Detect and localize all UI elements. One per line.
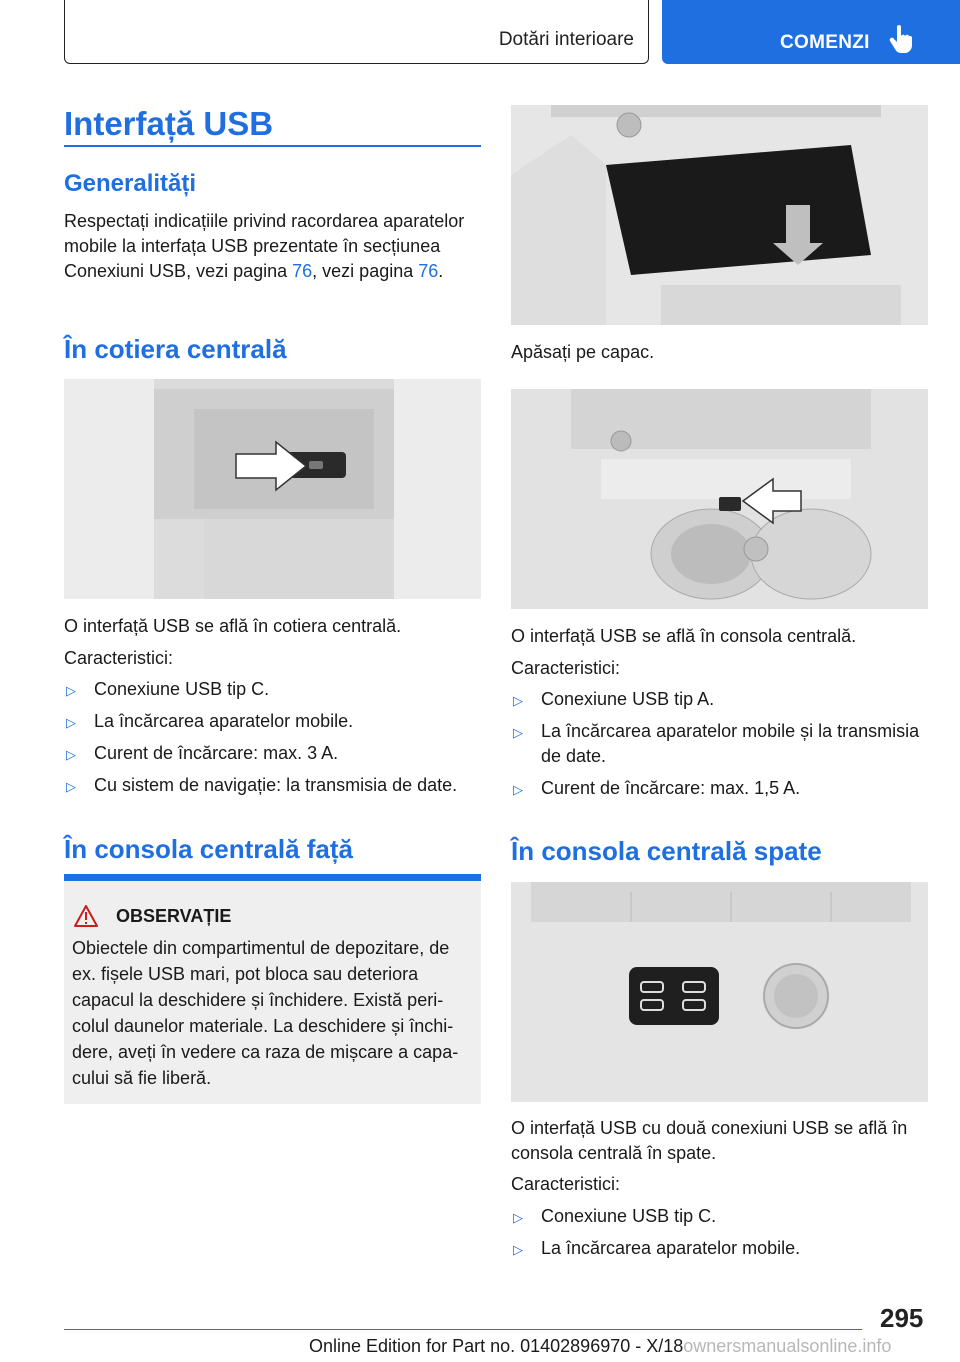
rear-console-features-label: Caracteristici:: [511, 1174, 621, 1194]
bullet-triangle-icon: ▷: [513, 693, 523, 708]
title-divider: [64, 145, 481, 147]
armrest-features-label: Caracteristici:: [64, 648, 174, 668]
front-console-features-list: [511, 687, 928, 808]
list-item: ▷ Curent de încărcare: max. 1,5 A.: [511, 776, 928, 801]
armrest-description: O interfață USB se află în cotiera centrală.: [64, 616, 402, 636]
armrest-usb-photo: [64, 379, 481, 599]
bullet-triangle-icon: ▷: [66, 715, 76, 730]
front-console-description: O interfață USB se află în consola centrală.: [511, 626, 857, 646]
armrest-heading: În cotiera centrală: [64, 334, 287, 364]
header-section-tab: [64, 0, 649, 64]
list-item: ▷ Conexiune USB tip C.: [64, 677, 481, 702]
header-chapter-label: COMENZI: [780, 32, 870, 53]
front-console-features-label: Caracteristici:: [511, 658, 621, 678]
bullet-triangle-icon: ▷: [513, 1210, 523, 1225]
header-chapter-tab: [662, 0, 960, 64]
warning-title: OBSERVAȚIE: [116, 905, 232, 926]
press-cover-text: Apăsați pe capac.: [511, 342, 655, 362]
bullet-triangle-icon: ▷: [513, 1242, 523, 1257]
page-link-76-second[interactable]: 76: [418, 261, 439, 281]
watermark: ownersmanualsonline.info: [683, 1336, 892, 1356]
list-item: ▷ La încărcarea aparatelor mobile.: [511, 1236, 928, 1261]
rear-console-description: O interfață USB cu două conexiuni USB se află în consola centrală în spate.: [511, 1118, 908, 1163]
rear-console-usb-photo: [511, 882, 928, 1102]
rear-console-features-list: [511, 1204, 928, 1268]
front-console-usb-photo: [511, 389, 928, 609]
list-item: ▷ Conexiune USB tip C.: [511, 1204, 928, 1229]
armrest-features-list: [64, 677, 481, 805]
list-item: ▷ La încărcarea aparatelor mobile.: [64, 709, 481, 734]
hand-pointer-icon: [888, 24, 914, 54]
console-cover-photo: [511, 105, 928, 325]
warning-text: Obiectele din compartimentul de depozitare, de ex. fișele USB mari, pot bloca sau deteriora capacul la deschidere și închidere. Există pericolul daunelor materiale. La deschidere și închidere, aveți în vedere ca raza de mișcare a capacului să fie liberă.: [72, 938, 459, 1088]
general-heading: Generalități: [64, 170, 197, 197]
list-item: ▷ Cu sistem de navigație: la transmisia de date.: [64, 773, 481, 798]
bullet-triangle-icon: ▷: [513, 782, 523, 797]
warning-header: [72, 905, 473, 927]
rear-console-heading: În consola centrală spate: [511, 836, 822, 866]
bullet-triangle-icon: ▷: [66, 683, 76, 698]
warning-triangle-icon: [74, 905, 98, 927]
footer-divider: [64, 1329, 862, 1330]
bullet-triangle-icon: ▷: [513, 725, 523, 740]
page-number: 295: [880, 1303, 924, 1333]
page-title: Interfață USB: [64, 105, 274, 142]
header-section-label: Dotări interioare: [498, 29, 634, 50]
list-item: ▷ La încărcarea aparatelor mobile și la transmisia de date.: [513, 721, 920, 766]
footer-edition: Online Edition for Part no. 01402896970 - X/18ownersmanualsonline.info: [309, 1336, 892, 1356]
list-item: ▷ Conexiune USB tip A.: [511, 687, 928, 712]
general-text: Respectați indicațiile privind racordarea aparatelor mobile la interfața USB prezentate în secțiunea Conexiuni USB, vezi pagina 76, vezi pagina 76.: [64, 211, 465, 281]
bullet-triangle-icon: ▷: [66, 747, 76, 762]
bullet-triangle-icon: ▷: [66, 779, 76, 794]
warning-box: [64, 874, 481, 1104]
page-link-76[interactable]: 76: [292, 261, 313, 281]
list-item: ▷ Curent de încărcare: max. 3 A.: [64, 741, 481, 766]
front-console-heading: În consola centrală față: [64, 834, 353, 864]
